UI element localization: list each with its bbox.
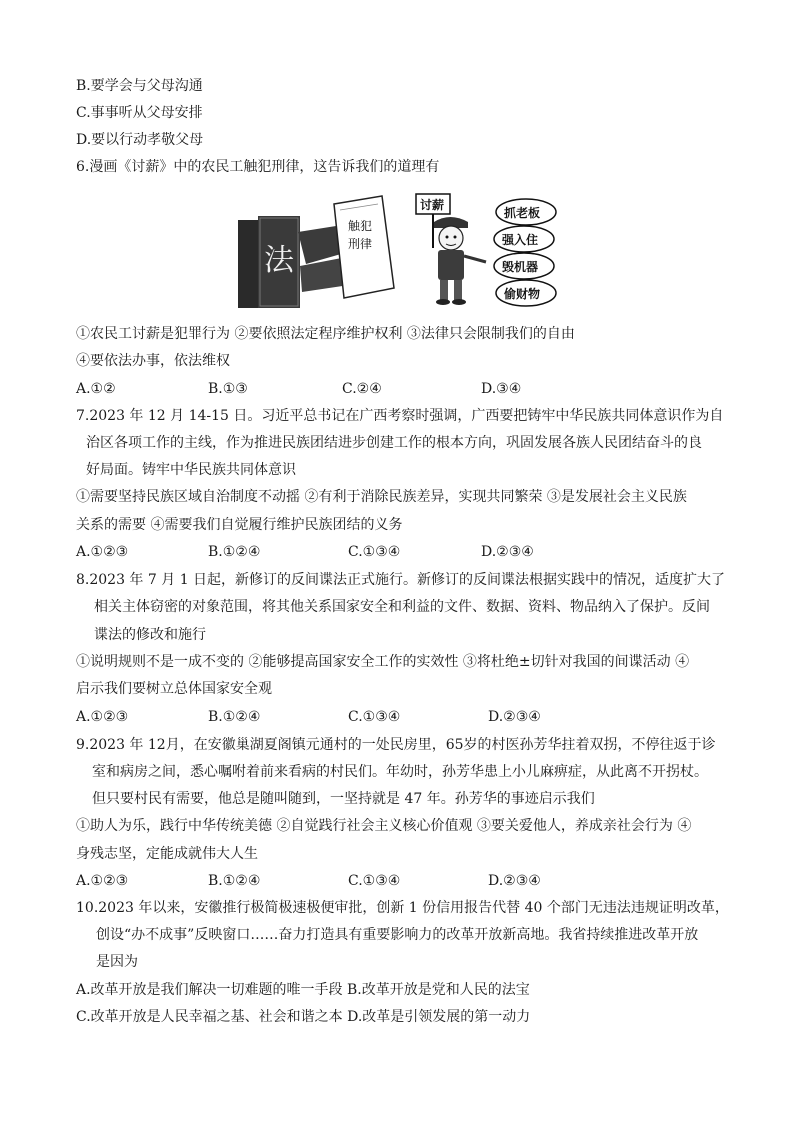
q8-stem-1: 8.2023 年 7 月 1 日起，新修订的反间谍法正式施行。新修订的反间谍法根据实践中的情况，适度扩大了 [76,572,726,588]
q8-stem-2: 相关主体窃密的对象范围，将其他关系国家安全和利益的文件、数据、资料、物品纳入了保护。反间 [94,599,710,615]
q8-option-d[interactable]: D.②③④ [488,709,541,725]
q10-options-line-1[interactable]: A.改革开放是我们解决一切难题的唯一手段 B.改革开放是党和人民的法宝 [76,982,530,998]
q7-option-c[interactable]: C.①③④ [348,544,401,560]
q9-statements-2: 身残志坚，定能成就伟大人生 [76,846,258,862]
q8-statements-2: 启示我们要树立总体国家安全观 [76,681,272,697]
q8-stem-3: 谍法的修改和施行 [94,627,206,643]
paper-text-2: 刑律 [348,237,373,251]
q5-option-d: D.要以行动孝敬父母 [76,132,204,148]
bubble-text-4: 偷财物 [504,287,541,301]
q7-stem-1: 7.2023 年 12 月 14-15 日。习近平总书记在广西考察时强调，广西要把铸牢中华民族共同体意识作为自 [76,408,724,424]
bubble-text-2: 强入住 [502,233,539,247]
q5-option-b: B.要学会与父母沟通 [76,78,203,94]
q6-option-c[interactable]: C.②④ [342,381,382,397]
paper-text-1: 触犯 [348,219,373,233]
bubble-text-1: 抓老板 [504,206,541,220]
q9-stem-1: 9.2023 年 12月，在安徽巢湖夏阁镇元通村的一处民房里，65岁的村医孙芳华拄着双拐，不停往返于诊 [76,737,716,753]
q5-option-c: C.事事听从父母安排 [76,105,203,121]
q9-option-d[interactable]: D.②③④ [488,873,541,889]
q8-statements-1: ①说明规则不是一成不变的 ②能够提高国家安全工作的实效性 ③将杜绝±切针对我国的间谍活动 ④ [76,654,690,670]
q8-option-b[interactable]: B.①②④ [208,709,261,725]
q9-stem-2: 室和病房之间，悉心嘱咐着前来看病的村民们。年幼时，孙芳华患上小儿麻痹症，从此离不开拐杖。 [92,764,708,780]
q7-statements-1: ①需要坚持民族区域自治制度不动摇 ②有利于消除民族差异，实现共同繁荣 ③是发展社会主义民族 [76,489,687,505]
cartoon-figure [236,192,562,310]
q6-statements-1: ①农民工讨薪是犯罪行为 ②要依照法定程序维护权利 ③法律只会限制我们的自由 [76,326,575,342]
q10-options-line-2[interactable]: C.改革开放是人民幸福之基、社会和谐之本 D.改革是引领发展的第一动力 [76,1009,531,1025]
q9-option-b[interactable]: B.①②④ [208,873,261,889]
q9-stem-3: 但只要村民有需要，他总是随叫随到，一坚持就是 47 年。孙芳华的事迹启示我们 [92,791,595,807]
q10-stem-1: 10.2023 年以来，安徽推行极简极速极便审批，创新 1 份信用报告代替 40 个部门无违法违规证明改革， [76,900,729,916]
q7-stem-2: 治区各项工作的主线，作为推进民族团结进步创建工作的根本方向，巩固发展各族人民团结奋斗的良 [86,435,702,451]
q7-stem-3: 好局面。铸牢中华民族共同体意识 [86,462,296,478]
q10-stem-3: 是因为 [96,954,138,970]
law-character: 法 [264,243,294,278]
q9-option-c[interactable]: C.①③④ [348,873,401,889]
bubble-text-3: 毁机器 [502,260,539,274]
q6-option-b[interactable]: B.①③ [208,381,248,397]
q10-stem-2: 创设“办不成事”反映窗口……奋力打造具有重要影响力的改革开放新高地。我省持续推进改革开放 [96,927,699,943]
q8-option-c[interactable]: C.①③④ [348,709,401,725]
q7-statements-2: 关系的需要 ④需要我们自觉履行维护民族团结的义务 [76,517,403,533]
q7-option-a[interactable]: A.①②③ [76,544,129,560]
q7-option-b[interactable]: B.①②④ [208,544,261,560]
q9-statements-1: ①助人为乐，践行中华传统美德 ②自觉践行社会主义核心价值观 ③要关爱他人，养成亲社会行为 ④ [76,818,692,834]
q6-statements-2: ④要依法办事，依法维权 [76,353,230,369]
q9-option-a[interactable]: A.①②③ [76,873,129,889]
sign-text: 讨薪 [420,198,445,212]
q6-option-a[interactable]: A.①② [76,381,116,397]
worker-icon [434,217,486,305]
q8-option-a[interactable]: A.①②③ [76,709,129,725]
q6-option-d[interactable]: D.③④ [481,381,522,397]
q6-stem: 6.漫画《讨薪》中的农民工触犯刑律，这告诉我们的道理有 [76,159,440,175]
q7-option-d[interactable]: D.②③④ [481,544,534,560]
